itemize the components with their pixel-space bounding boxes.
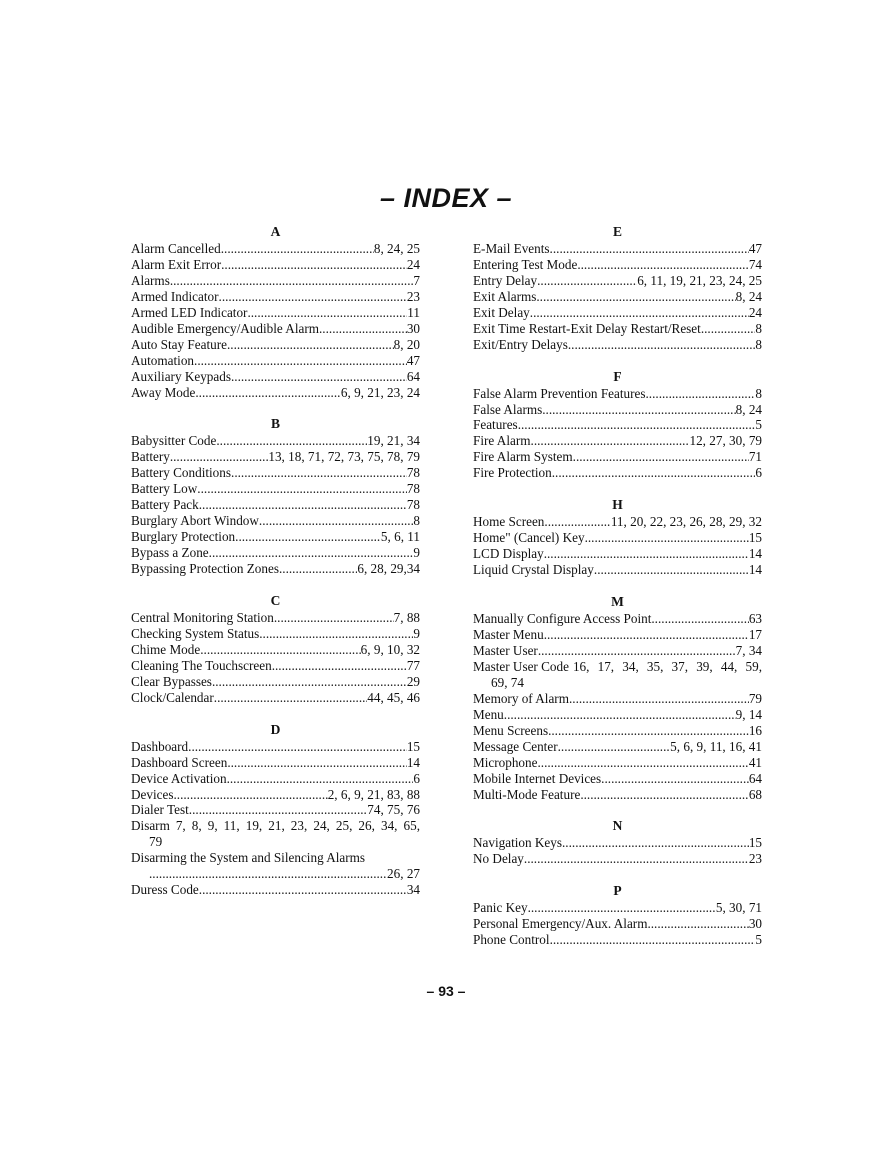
leader-dots (279, 561, 357, 577)
entry-term: Fire Alarm (473, 433, 531, 449)
section-heading: B (270, 416, 280, 432)
leader-dots (548, 723, 749, 739)
section-heading: M (611, 594, 624, 610)
entry-pages: 68 (748, 786, 762, 802)
entry-pages: 6 (413, 770, 420, 786)
index-entry (473, 755, 762, 771)
entry-pages: 8, 20 (393, 336, 420, 352)
entry-pages: 7, 88 (393, 609, 420, 625)
entry-pages: 6, 9, 21, 23, 24 (340, 384, 420, 400)
leader-dots (701, 321, 756, 337)
entry-list (473, 386, 762, 482)
index-entry (131, 465, 420, 481)
leader-dots (542, 402, 735, 418)
entry-pages: 78 (406, 481, 420, 497)
leader-dots (212, 674, 407, 690)
leader-dots (214, 690, 367, 706)
leader-dots (274, 610, 394, 626)
entry-term: Alarm Cancelled (131, 240, 221, 256)
entry-pages: 2, 6, 9, 21, 83, 88 (327, 786, 420, 802)
entry-pages: 8 (755, 385, 762, 401)
entry-list (473, 611, 762, 659)
leader-dots (221, 257, 407, 273)
entry-term: Disarming the System and Silencing Alarms (131, 850, 366, 866)
entry-term: E-Mail Events (473, 240, 550, 256)
leader-dots (259, 513, 413, 529)
leader-dots (537, 755, 748, 771)
entry-pages: 11, 20, 22, 23, 26, 28, 29, 32 (610, 514, 762, 530)
entry-pages: 34 (406, 882, 420, 898)
entry-term: Exit Alarms (473, 288, 537, 304)
index-entry (131, 850, 420, 882)
entry-term: Exit Time Restart-Exit Delay Restart/Reset (473, 320, 701, 336)
entry-list (473, 691, 762, 803)
section-heading: N (612, 818, 623, 834)
entry-term: Personal Emergency/Aux. Alarm (473, 916, 648, 932)
leader-dots (537, 273, 637, 289)
index-entry (131, 642, 420, 658)
entry-pages: 13, 18, 71, 72, 73, 75, 78, 79 (268, 449, 420, 465)
entry-pages: 5 (755, 932, 762, 948)
index-section-m (473, 594, 762, 802)
entry-pages: 17 (748, 626, 762, 642)
index-entry (131, 513, 420, 529)
index-entry (473, 337, 762, 353)
index-section-d (131, 722, 420, 898)
entry-pages: 74, 75, 76 (367, 802, 420, 818)
entry-pages: 15 (748, 530, 762, 546)
entry-term: False Alarm Prevention Features (473, 385, 646, 401)
entry-term: Chime Mode (131, 641, 201, 657)
entry-pages: 9 (413, 545, 420, 561)
entry-term: Away Mode (131, 384, 196, 400)
entry-pages: 63 (748, 611, 762, 627)
index-entry (131, 739, 420, 755)
index-entry (473, 835, 762, 851)
index-entry (131, 369, 420, 385)
entry-term: Dialer Test (131, 802, 189, 818)
entry-term: Clear Bypasses (131, 673, 212, 689)
index-entry (131, 529, 420, 545)
entry-pages: 74 (748, 256, 762, 272)
leader-dots (531, 433, 690, 449)
entry-pages: 5, 6, 9, 11, 16, 41 (670, 738, 762, 754)
leader-dots (577, 257, 748, 273)
index-section-p (473, 883, 762, 948)
entry-pages: 9, 14 (735, 706, 762, 722)
index-entry (131, 385, 420, 401)
leader-dots (170, 449, 269, 465)
entry-term: Entering Test Mode (473, 256, 578, 272)
leader-dots (272, 658, 407, 674)
entry-term: Master User (473, 642, 538, 658)
entry-pages: 8 (755, 320, 762, 336)
index-entry (473, 289, 762, 305)
index-section-h (473, 497, 762, 578)
index-entry (473, 627, 762, 643)
entry-list (473, 514, 762, 578)
index-entry (473, 707, 762, 723)
leader-dots (221, 241, 374, 257)
leader-dots (189, 802, 367, 818)
index-entry (131, 610, 420, 626)
leader-dots (558, 739, 671, 755)
entry-pages: 8 (755, 336, 762, 352)
index-entry (131, 755, 420, 771)
index-entry (473, 449, 762, 465)
entry-pages: 14 (406, 754, 420, 770)
index-entry (473, 257, 762, 273)
entry-pages: 29 (406, 673, 420, 689)
index-entry (473, 771, 762, 787)
entry-pages-continued: 79 (149, 834, 163, 850)
entry-term: Entry Delay (473, 272, 538, 288)
entry-term: Home" (Cancel) Key (473, 530, 585, 546)
entry-pages: 64 (406, 368, 420, 384)
entry-term: Devices (131, 786, 174, 802)
entry-term: Checking System Status (131, 625, 260, 641)
index-entry (131, 305, 420, 321)
leader-dots (544, 627, 749, 643)
entry-pages: 6 (755, 465, 762, 481)
entry-term: Automation (131, 352, 195, 368)
entry-pages: 16, 17, 34, 35, 37, 39, 44, 59, (572, 658, 762, 674)
entry-term: Navigation Keys (473, 835, 562, 851)
entry-pages: 78 (406, 497, 420, 513)
leader-dots (550, 241, 749, 257)
entry-term: Features (473, 417, 518, 433)
leader-dots (235, 529, 381, 545)
entry-pages: 23 (748, 851, 762, 867)
section-heading: A (270, 224, 281, 239)
index-entry (131, 481, 420, 497)
entry-pages: 64 (748, 770, 762, 786)
entry-pages: 5 (755, 417, 762, 433)
entry-pages: 14 (748, 546, 762, 562)
leader-dots (170, 273, 414, 289)
index-column-right (473, 224, 762, 964)
entry-term: Armed LED Indicator (131, 304, 248, 320)
leader-dots (530, 305, 749, 321)
index-entry (131, 545, 420, 561)
index-entry (131, 674, 420, 690)
leader-dots (536, 289, 735, 305)
leader-dots (149, 866, 387, 882)
index-entry (473, 402, 762, 418)
index-entry (473, 643, 762, 659)
entry-term: Menu Screens (473, 722, 549, 738)
entry-list (473, 900, 762, 948)
entry-term: Fire Alarm System (473, 449, 573, 465)
index-entry (131, 273, 420, 289)
entry-pages: 23 (406, 288, 420, 304)
entry-term: Dashboard Screen (131, 754, 228, 770)
index-entry (131, 561, 420, 577)
page-title: – INDEX – (379, 183, 513, 213)
entry-pages: 7 (413, 272, 420, 288)
entry-pages: 78 (406, 465, 420, 481)
leader-dots (585, 530, 749, 546)
leader-dots (247, 305, 407, 321)
leader-dots (231, 369, 407, 385)
leader-dots (188, 739, 407, 755)
index-entry (131, 321, 420, 337)
leader-dots (227, 337, 394, 353)
index-entry (473, 530, 762, 546)
index-section-f (473, 369, 762, 482)
entry-term: Menu (473, 706, 504, 722)
entry-term: Babysitter Code (131, 433, 217, 449)
leader-dots (259, 626, 413, 642)
index-entry (473, 417, 762, 433)
entry-term: Clock/Calendar (131, 689, 214, 705)
index-entry (473, 900, 762, 916)
entry-term: Burglary Abort Window (131, 513, 259, 529)
index-entry (473, 386, 762, 402)
leader-dots (647, 916, 748, 932)
index-section-n (473, 818, 762, 867)
leader-dots (199, 497, 407, 513)
leader-dots (601, 771, 749, 787)
entry-pages: 12, 27, 30, 79 (689, 433, 762, 449)
index-entry (131, 882, 420, 898)
section-heading: D (270, 721, 281, 737)
entry-pages: 71 (748, 449, 762, 465)
leader-dots (197, 481, 407, 497)
leader-dots (544, 514, 610, 530)
leader-dots (550, 932, 756, 948)
entry-pages: 16 (748, 722, 762, 738)
entry-pages: 47 (748, 240, 762, 256)
entry-list (473, 241, 762, 353)
entry-term: Battery Pack (131, 497, 199, 513)
index-entry (473, 241, 762, 257)
entry-pages: 7, 34 (735, 642, 762, 658)
index-entry (131, 626, 420, 642)
entry-term: Duress Code (131, 882, 199, 898)
entry-term: Manually Configure Access Point (473, 611, 652, 627)
entry-term: Bypass a Zone (131, 545, 209, 561)
leader-dots (216, 433, 367, 449)
entry-pages: 79 (748, 690, 762, 706)
index-entry (131, 658, 420, 674)
index-entry (473, 916, 762, 932)
entry-pages: 47 (406, 352, 420, 368)
index-entry (473, 739, 762, 755)
index-entry (473, 562, 762, 578)
index-entry (473, 514, 762, 530)
index-column-left (131, 224, 420, 914)
leader-dots (227, 771, 414, 787)
entry-term: Battery Low (131, 481, 198, 497)
section-heading: P (613, 883, 622, 899)
entry-term: Alarms (131, 272, 170, 288)
entry-pages: 15 (406, 738, 420, 754)
leader-dots (209, 545, 414, 561)
entry-term: Battery (131, 449, 170, 465)
index-entry (131, 818, 420, 850)
index-entry (473, 321, 762, 337)
entry-term: Device Activation (131, 770, 227, 786)
index-entry (473, 691, 762, 707)
entry-term: Disarm (131, 818, 170, 834)
entry-term: Master Menu (473, 626, 544, 642)
entry-term: Auxiliary Keypads (131, 368, 231, 384)
index-section-e (473, 224, 762, 353)
entry-pages: 24 (406, 256, 420, 272)
leader-dots (195, 385, 341, 401)
entry-term: Burglary Protection (131, 529, 236, 545)
entry-pages: 8, 24 (735, 288, 762, 304)
entry-list (131, 241, 420, 401)
index-entry (473, 273, 762, 289)
entry-list (473, 835, 762, 867)
entry-term: Microphone (473, 754, 538, 770)
leader-dots (528, 900, 716, 916)
index-entry (131, 690, 420, 706)
entry-pages: 30 (406, 320, 420, 336)
entry-pages: 24 (748, 304, 762, 320)
entry-pages: 26, 27 (387, 866, 420, 882)
entry-pages: 6, 28, 29,34 (357, 561, 420, 577)
entry-term: Bypassing Protection Zones (131, 561, 279, 577)
entry-pages: 7, 8, 9, 11, 19, 21, 23, 24, 25, 26, 34, 65, (175, 818, 420, 834)
entry-term: Exit/Entry Delays (473, 336, 568, 352)
section-heading: C (270, 593, 281, 609)
section-heading: F (613, 368, 622, 384)
leader-dots (173, 787, 327, 803)
index-entry (473, 723, 762, 739)
entry-pages: 5, 6, 11 (380, 529, 420, 545)
index-entry (473, 659, 762, 691)
leader-dots (562, 835, 749, 851)
entry-term: Auto Stay Feature (131, 336, 227, 352)
index-entry (473, 546, 762, 562)
index-entry (131, 787, 420, 803)
index-section-b (131, 416, 420, 577)
section-heading: H (612, 497, 623, 513)
index-entry (473, 465, 762, 481)
leader-dots (580, 787, 749, 803)
index-entry (131, 353, 420, 369)
entry-pages: 6, 11, 19, 21, 23, 24, 25 (637, 272, 762, 288)
entry-term: No Delay (473, 851, 524, 867)
leader-dots (199, 882, 407, 898)
entry-term: Armed Indicator (131, 288, 219, 304)
entry-term: Fire Protection (473, 465, 552, 481)
entry-pages: 14 (748, 562, 762, 578)
entry-pages: 77 (406, 657, 420, 673)
entry-term: Home Screen (473, 514, 545, 530)
entry-pages: 19, 21, 34 (367, 433, 420, 449)
entry-pages: 11 (407, 304, 420, 320)
entry-list (131, 433, 420, 577)
entry-pages: 8, 24 (735, 401, 762, 417)
page-number: – 93 – (426, 983, 466, 999)
index-entry (131, 241, 420, 257)
entry-pages: 9 (413, 625, 420, 641)
leader-dots (231, 465, 407, 481)
entry-pages: 44, 45, 46 (367, 689, 420, 705)
index-entry (473, 611, 762, 627)
entry-term: Panic Key (473, 900, 528, 916)
leader-dots (594, 562, 749, 578)
index-entry (131, 433, 420, 449)
leader-dots (544, 546, 749, 562)
entry-term: Dashboard (131, 738, 189, 754)
entry-pages: 5, 30, 71 (715, 900, 762, 916)
index-entry (473, 433, 762, 449)
leader-dots (227, 755, 407, 771)
index-entry (131, 289, 420, 305)
entry-term: Multi-Mode Feature (473, 786, 581, 802)
leader-dots (538, 643, 736, 659)
entry-term: Alarm Exit Error (131, 256, 222, 272)
entry-term: Liquid Crystal Display (473, 562, 594, 578)
entry-term: LCD Display (473, 546, 544, 562)
index-entry (131, 257, 420, 273)
entry-term: Phone Control (473, 932, 550, 948)
index-entry (131, 497, 420, 513)
entry-pages: 41 (748, 754, 762, 770)
leader-dots (194, 353, 407, 369)
entry-term: False Alarms (473, 401, 543, 417)
entry-list (131, 739, 420, 819)
leader-dots (573, 449, 749, 465)
leader-dots (219, 289, 407, 305)
entry-pages: 30 (748, 916, 762, 932)
entry-list (131, 610, 420, 706)
index-section-c (131, 593, 420, 706)
leader-dots (319, 321, 407, 337)
entry-term: Exit Delay (473, 304, 530, 320)
leader-dots (651, 611, 748, 627)
entry-term: Mobile Internet Devices (473, 770, 602, 786)
entry-pages-continued: 69, 74 (491, 674, 524, 690)
index-section-a (131, 224, 420, 400)
entry-term: Message Center (473, 738, 558, 754)
entry-pages: 6, 9, 10, 32 (360, 641, 420, 657)
entry-pages: 15 (748, 835, 762, 851)
leader-dots (524, 851, 749, 867)
leader-dots (646, 386, 756, 402)
index-entry (473, 851, 762, 867)
leader-dots (518, 417, 756, 433)
index-entry (473, 932, 762, 948)
entry-term: Battery Conditions (131, 465, 232, 481)
section-heading: E (612, 224, 622, 239)
index-entry (131, 771, 420, 787)
entry-term: Audible Emergency/Audible Alarm (131, 320, 319, 336)
leader-dots (552, 465, 756, 481)
entry-term: Central Monitoring Station (131, 609, 274, 625)
leader-dots (568, 337, 756, 353)
entry-pages: 8, 24, 25 (373, 240, 420, 256)
index-entry (473, 305, 762, 321)
leader-dots (504, 707, 736, 723)
index-entry (131, 802, 420, 818)
index-entry (473, 787, 762, 803)
entry-term: Memory of Alarm (473, 690, 569, 706)
index-entry (131, 337, 420, 353)
leader-dots (569, 691, 749, 707)
entry-term: Cleaning The Touchscreen (131, 657, 272, 673)
entry-pages: 8 (413, 513, 420, 529)
leader-dots (200, 642, 360, 658)
entry-term: Master User Code (473, 658, 569, 674)
index-entry (131, 449, 420, 465)
